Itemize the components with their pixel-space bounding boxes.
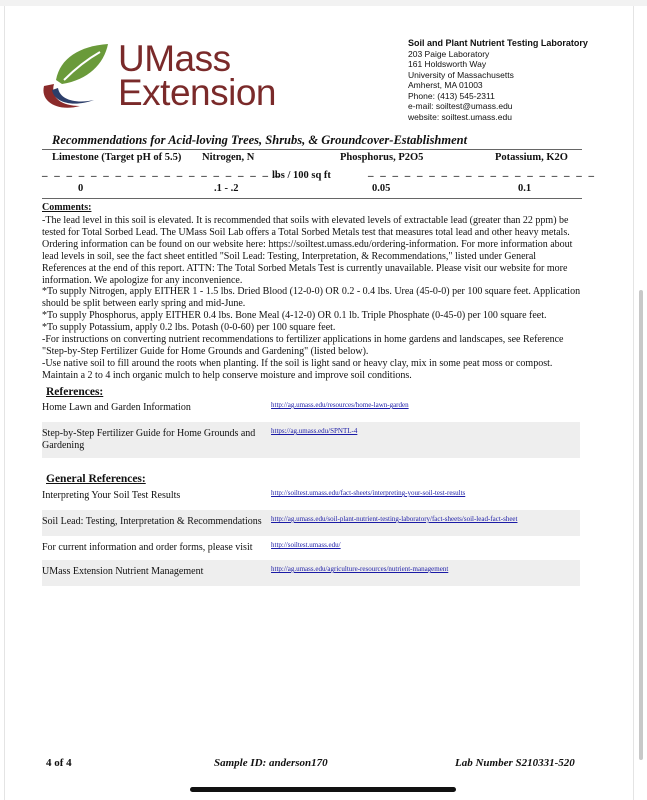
logo-word-extension: Extension bbox=[118, 72, 276, 113]
reference-row bbox=[42, 484, 580, 510]
units-label: lbs / 100 sq ft bbox=[272, 170, 331, 181]
header-nitrogen: Nitrogen, N bbox=[202, 152, 255, 163]
home-indicator[interactable] bbox=[190, 787, 456, 792]
reference-link[interactable]: http://ag.umass.edu/resources/home-lawn-garden bbox=[271, 401, 409, 409]
address-line: 203 Paige Laboratory bbox=[408, 48, 490, 59]
reference-link[interactable]: http://ag.umass.edu/soil-plant-nutrient-testing-laboratory/fact-sheets/soil-lead-fact-sheet bbox=[271, 515, 518, 523]
address-line: University of Massachusetts bbox=[408, 69, 514, 80]
references-heading: References: bbox=[46, 386, 104, 398]
divider bbox=[42, 149, 582, 150]
reference-link[interactable]: http://soiltest.umass.edu/fact-sheets/interpreting-your-soil-test-results bbox=[271, 489, 466, 497]
phone-line: Phone: (413) 545-2311 bbox=[408, 90, 495, 101]
value-phosphorus: 0.05 bbox=[372, 183, 391, 194]
header-potassium: Potassium, K2O bbox=[495, 152, 568, 163]
comment-paragraph: *To supply Nitrogen, apply EITHER 1 - 1.5 lbs. Dried Blood (12-0-0) OR 0.2 - 0.4 lbs. Urea (45-0-0) per 100 square feet. Application should be split between early spring and mid-June. bbox=[42, 286, 581, 310]
reference-link[interactable]: https://ag.umass.edu/SPNTL-4 bbox=[271, 427, 358, 435]
comment-paragraph: *To supply Phosphorus, apply EITHER 0.4 lbs. Bone Meal (4-12-0) OR 0.1 lb. Triple Phosphate (0-45-0) per 100 square feet. bbox=[42, 310, 547, 322]
comment-paragraph: -The lead level in this soil is elevated. It is recommended that soils with elevated levels of extractable lead (greater than 22 ppm) be tested for Total Sorbed Lead. The UMass Soil Lab offers a Total Sorbed Metals test that measures total lead and other heavy metals. Ordering information can be found on our website here: https://soiltest.umass.edu/ordering-information. For more information about lead levels in soil, see the fact sheet entitled "Soil Lead: Testing, Interpretation, & Recommendations," listed under General References at the end of this report. ATTN: The Total Sorbed Metals Test is currently unavailable. Please visit our website for more information. We apologize for any inconvenience. bbox=[42, 215, 573, 286]
umass-extension-logo bbox=[38, 38, 276, 113]
recommendations-title: Recommendations for Acid-loving Trees, Shrubs, & Groundcover-Establishment bbox=[52, 133, 468, 147]
reference-row bbox=[42, 536, 580, 560]
dash-separator-left: – – – – – – – – – – – – – – – – – – – – bbox=[42, 170, 283, 182]
email-line: e-mail: soiltest@umass.edu bbox=[408, 101, 513, 111]
comment-paragraph: -Use native soil to fill around the roots when planting. If the soil is light sand or heavy clay, mix in some peat moss or compost. Maintain a 2 to 4 inch organic mulch to help conserve moisture and improve soil conditions. bbox=[42, 357, 553, 381]
dash-separator-right: – – – – – – – – – – – – – – – – – – – bbox=[368, 170, 596, 182]
reference-row bbox=[42, 422, 580, 458]
header-phosphorus: Phosphorus, P2O5 bbox=[340, 152, 424, 163]
logo-word-umass: UMass bbox=[118, 38, 231, 79]
reference-link[interactable]: http://soiltest.umass.edu/ bbox=[271, 541, 341, 549]
comment-paragraph: *To supply Potassium, apply 0.2 lbs. Potash (0-0-60) per 100 square feet. bbox=[42, 322, 336, 334]
reference-label: For current information and order forms, please visit bbox=[42, 542, 253, 553]
lab-address bbox=[408, 38, 588, 122]
comments-body bbox=[42, 215, 582, 382]
value-limestone: 0 bbox=[78, 183, 84, 194]
lab-name: Soil and Plant Nutrient Testing Laboratory bbox=[408, 38, 588, 48]
page-number: 4 of 4 bbox=[46, 757, 72, 769]
reference-label: UMass Extension Nutrient Management bbox=[42, 566, 204, 577]
header-limestone: Limestone (Target pH of 5.5) bbox=[52, 152, 182, 163]
reference-link[interactable]: http://ag.umass.edu/agriculture-resources/nutrient-management bbox=[271, 565, 449, 573]
value-potassium: 0.1 bbox=[518, 183, 532, 194]
lab-number: Lab Number S210331-520 bbox=[455, 757, 575, 769]
value-nitrogen: .1 - .2 bbox=[214, 183, 239, 194]
address-line: Amherst, MA 01003 bbox=[408, 80, 483, 90]
comments-heading: Comments: bbox=[42, 202, 92, 213]
reference-label: Home Lawn and Garden Information bbox=[42, 402, 191, 413]
divider bbox=[42, 198, 582, 199]
reference-label: Step-by-Step Fertilizer Guide for Home Grounds and Gardening bbox=[42, 428, 256, 451]
reference-row bbox=[42, 396, 580, 422]
reference-label: Soil Lead: Testing, Interpretation & Recommendations bbox=[42, 516, 262, 527]
reference-label: Interpreting Your Soil Test Results bbox=[42, 490, 181, 501]
reference-row bbox=[42, 560, 580, 586]
leaf-logo-icon bbox=[38, 40, 118, 112]
scrollbar-thumb[interactable] bbox=[639, 290, 643, 760]
address-line: 161 Holdsworth Way bbox=[408, 59, 487, 69]
website-line: website: soiltest.umass.edu bbox=[408, 111, 512, 122]
comment-paragraph: -For instructions on converting nutrient recommendations to fertilizer applications in home gardens and landscapes, see Reference "Step-by-Step Fertilizer Guide for Home Grounds and Gardening" (listed below). bbox=[42, 334, 564, 357]
sample-id: Sample ID: anderson170 bbox=[214, 757, 328, 769]
general-references-heading: General References: bbox=[46, 473, 146, 485]
reference-row bbox=[42, 510, 580, 536]
